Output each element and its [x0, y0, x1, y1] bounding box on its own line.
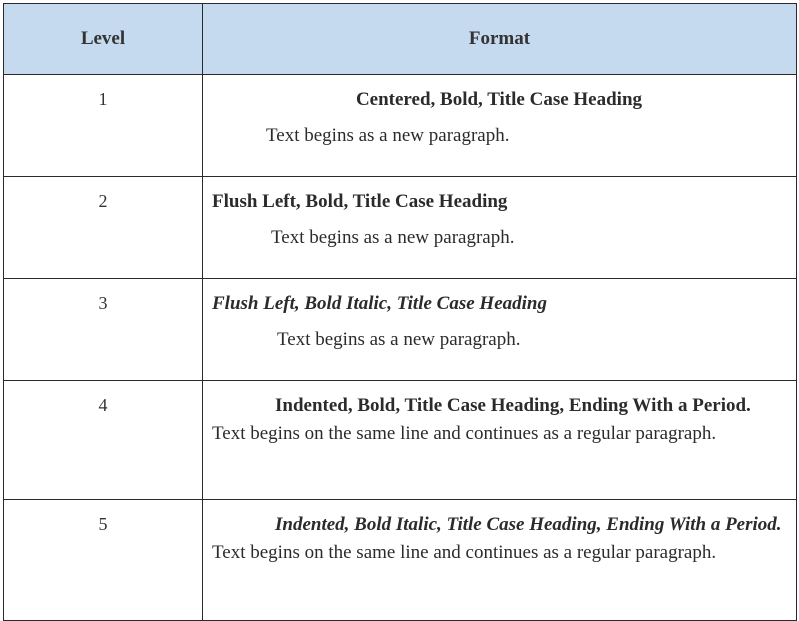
level-cell: 1 [4, 75, 203, 177]
format-cell [203, 177, 797, 279]
paragraph-example: Text begins as a new paragraph. [271, 227, 515, 248]
column-header-format: Format [203, 4, 797, 75]
run-in-example [212, 511, 786, 567]
level-cell: 5 [4, 500, 203, 621]
table-row [4, 381, 797, 500]
paragraph-example: Text begins as a new paragraph. [266, 125, 510, 146]
heading-levels-table [3, 3, 797, 621]
format-cell [203, 279, 797, 381]
table-row [4, 75, 797, 177]
paragraph-example: Text begins on the same line and continues as a regular paragraph. [212, 542, 717, 563]
heading-example: Flush Left, Bold, Title Case Heading [212, 191, 508, 212]
column-header-level: Level [4, 4, 203, 75]
table-row [4, 279, 797, 381]
format-cell [203, 500, 797, 621]
heading-example: Flush Left, Bold Italic, Title Case Heading [212, 293, 547, 314]
heading-example: Indented, Bold, Title Case Heading, Ending With a Period. [275, 395, 751, 416]
run-in-example [212, 392, 786, 448]
header-row [4, 4, 797, 75]
level-cell: 3 [4, 279, 203, 381]
level-cell: 4 [4, 381, 203, 500]
table-row [4, 177, 797, 279]
paragraph-example: Text begins as a new paragraph. [277, 329, 521, 350]
table-row [4, 500, 797, 621]
level-cell: 2 [4, 177, 203, 279]
heading-example: Indented, Bold Italic, Title Case Heading, Ending With a Period. [275, 514, 782, 535]
format-cell [203, 381, 797, 500]
paragraph-example: Text begins on the same line and continues as a regular paragraph. [212, 423, 717, 444]
heading-example: Centered, Bold, Title Case Heading [355, 89, 643, 110]
format-cell [203, 75, 797, 177]
